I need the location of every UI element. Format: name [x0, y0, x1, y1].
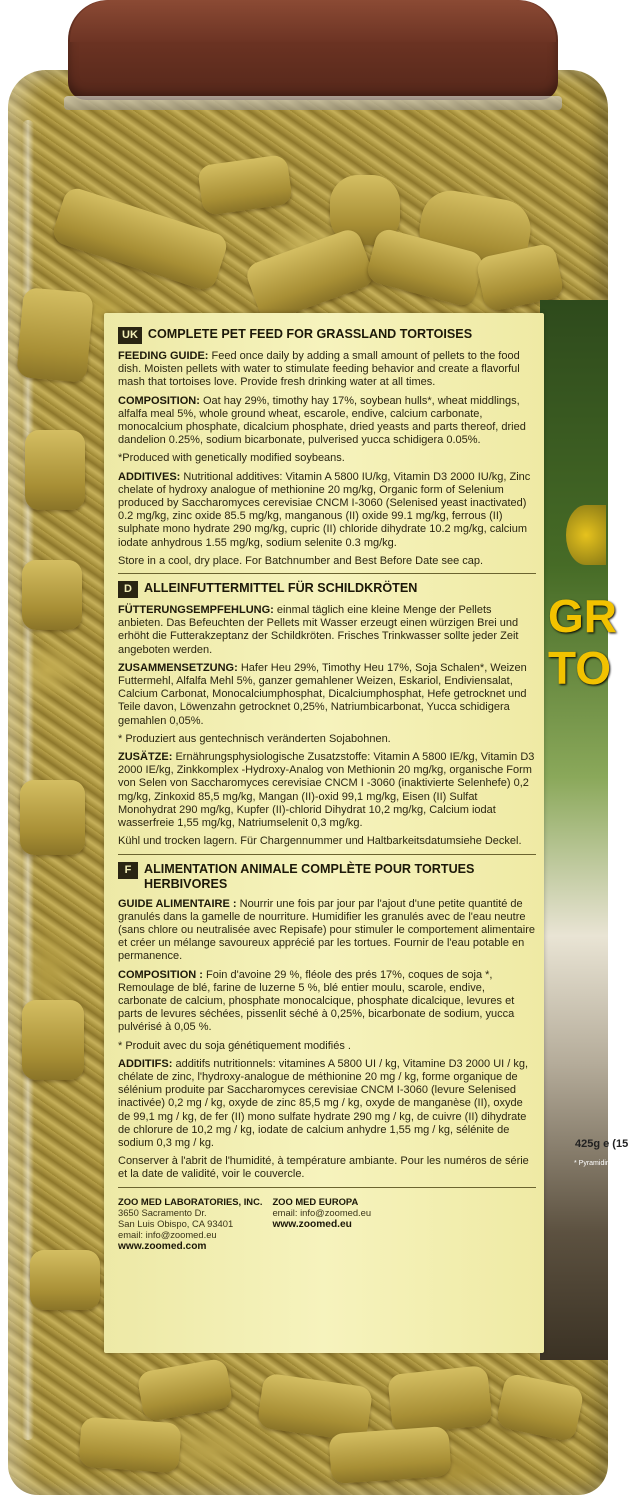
language-flag-uk: UK: [118, 327, 142, 344]
para-label: ZUSAMMENSETZUNG:: [118, 661, 238, 674]
us-address-line1: 3650 Sacramento Dr.: [118, 1206, 207, 1218]
us-website: www.zoomed.com: [118, 1240, 207, 1252]
pellet: [25, 430, 85, 510]
storage-de: Kühl und trocken lagern. Für Chargennummer und Haltbarkeitsdatumsiehe Deckel.: [118, 835, 522, 848]
side-brand-text: GR TO: [548, 590, 617, 694]
pellet: [328, 1426, 451, 1484]
additives-de: [118, 751, 536, 830]
para-text: Oat hay 29%, timothy hay 17%, soybean hulls*, wheat middlings, alfalfa meal 5%, whole ground wheat, escarole, endive, calcium carbonate, monocalcium phosphate, dicalcium phosphate, dried yeasts and parts thereof, dried dandelion 0.25%, sodium bicarbonate, pulverised yucca schidigera 0.05%.: [118, 394, 526, 447]
language-flag-fr: F: [118, 862, 138, 879]
pellet: [22, 560, 82, 630]
net-weight: 425g e (15: [575, 1138, 629, 1150]
para-label: FÜTTERUNGSEMPFEHLUNG:: [118, 604, 274, 617]
us-address-block: [118, 1196, 262, 1252]
language-flag-de: D: [118, 581, 138, 598]
para-text: Feed once daily by adding a small amount of pellets to the food dish. Moisten pellets with water to stimulate feeding behavior and create a flavorful mash that tortoises love. Provide fresh drinking water at all times.: [118, 350, 520, 389]
composition-de: [118, 662, 536, 728]
section-heading-uk: [118, 327, 536, 344]
eu-email: email: info@zoomed.eu: [272, 1206, 372, 1218]
heading-text: ALIMENTATION ANIMALE COMPLÈTE POUR TORTUES HERBIVORES: [144, 861, 475, 891]
eu-website: www.zoomed.eu: [272, 1218, 352, 1230]
para-text: Hafer Heu 29%, Timothy Heu 17%, Soja Schalen*, Weizen Futtermehl, Alfalfa Mehl 5%, ganzer gemahlener Weizen, Eskariol, Endiviensalat, Calcium Carbonat, Monocalciumphosphat, Dicalciumphosphat, Hefe getrocknet und Teile davon, Löwenzahn getrocknet 0,25%, Natriumbicarbonat, Yucca schidigera gemahlen 0,05%.: [118, 661, 527, 727]
feeding-guide-fr: [118, 898, 536, 964]
pellet: [30, 1250, 100, 1310]
divider: [118, 573, 536, 574]
us-company-name: ZOO MED LABORATORIES, INC.: [118, 1195, 263, 1207]
gmo-note-uk: *Produced with genetically modified soybeans.: [118, 452, 345, 465]
pellet: [16, 287, 94, 383]
feeding-guide-uk: [118, 350, 536, 390]
para-text: additifs nutritionnels: vitamines A 5800 UI / kg, Vitamine D3 2000 UI / kg, chélate de zinc, l'hydroxy-analogue de méthionine 20 mg / kg, forme organique de sélénium produite par Saccharomyces cerevisiae CNCM I-3060 (levure Selenised inactivée) 0,2 mg / kg, oxyde de zinc 85,5 mg / kg, oxyde de manganèse (II), oxyde de 99,1 mg / kg, de fer (II) mono sulfate hydrate 290 mg / kg, de cuivre (II) dihydrate de chlorure de 10,2 mg / kg, iodate de calcium anhydre 1,55 mg / kg, sélénite de sodium 0,3 mg / kg.: [118, 1057, 529, 1149]
divider: [118, 854, 536, 855]
pellet: [22, 1000, 84, 1080]
brand-badge-icon: [566, 505, 606, 565]
composition-uk: [118, 395, 536, 448]
us-email: email: info@zoomed.eu: [118, 1228, 217, 1240]
jar-cap-rim: [64, 96, 562, 110]
pellet: [78, 1417, 181, 1474]
para-label: FEEDING GUIDE:: [118, 350, 209, 362]
gmo-note-fr: * Produit avec du soja génétiquement modifiés .: [118, 1039, 351, 1052]
para-text: Ernährungsphysiologische Zusatzstoffe: Vitamin A 5800 IE/kg, Vitamin D3 2000 IE/kg, Zinkkomplex -Hydroxy-Analog von Methionin 20 mg/kg, organische Form von Selen von Saccharomyces cerevisiae CNCM I -3060 (inaktivierte Selenhefe) 0,2 mg/kg, Zinkoxid 85,5 mg/kg, Mangan (II)-oxid 99,1 mg/kg, Eisen (II) Sulfat Monohydrat 290 mg/kg, Kupfer (II)-chlorid Dihydrat 10,2 mg/kg, Calcium iodat wasserfreie 1,55 mg/kg, Natriumselenit 0,3 mg/kg.: [118, 751, 535, 830]
eu-address-block: [272, 1196, 371, 1252]
section-heading-fr: [118, 862, 536, 892]
pellet: [20, 780, 85, 855]
para-label: ZUSÄTZE:: [118, 751, 173, 764]
divider: [118, 1187, 536, 1188]
tortoise-graphic: [540, 300, 608, 1360]
para-label: GUIDE ALIMENTAIRE :: [118, 897, 237, 910]
para-text: Nourrir une fois par jour par l'ajout d'une petite quantité de granulés dans la gamelle de nourriture. Humidifier les granulés avec de l'eau neutre (sans chlore ou neutralisée avec Repisafe) pour stimuler le comportement alimentaire et créer un mélange savoureux apprécié par les tortues. Fournir de l'eau potable en permanence.: [118, 897, 535, 963]
para-label: ADDITIFS:: [118, 1057, 173, 1070]
composition-fr: [118, 969, 536, 1035]
manufacturer-footer: [118, 1196, 536, 1252]
heading-text: ALLEINFUTTERMITTEL FÜR SCHILDKRÖTEN: [144, 581, 418, 596]
eu-company-name: ZOO MED EUROPA: [272, 1195, 359, 1207]
para-label: COMPOSITION:: [118, 394, 200, 407]
side-fineprint: * Pyramiding & NOT: [574, 1160, 637, 1167]
feeding-guide-de: [118, 604, 536, 657]
gmo-note-de: * Produziert aus gentechnisch veränderten Sojabohnen.: [118, 732, 391, 745]
para-text: einmal täglich eine kleine Menge der Pellets anbieten. Das Befeuchten der Pellets mit Wasser erzeugt einen würzigen Brei und erhöht die Futterakzeptanz der Schildkröten. Frisches Trinkwasser sollte jeder Zeit angeboten werden.: [118, 604, 519, 656]
para-label: ADDITIVES:: [118, 470, 181, 483]
para-label: COMPOSITION :: [118, 968, 203, 981]
label-content: [118, 327, 536, 1252]
storage-fr: Conserver à l'abrit de l'humidité, à température ambiante. Pour les numéros de série et la date de validité, voir le couvercle.: [118, 1155, 529, 1181]
additives-fr: [118, 1058, 536, 1150]
storage-uk: Store in a cool, dry place. For Batchnumber and Best Before Date see cap.: [118, 554, 484, 567]
para-text: Foin d'avoine 29 %, fléole des prés 17%, coques de soja *, Remoulage de blé, farine de luzerne 5 %, blé entier moulu, scarole, endive, carbonate de calcium, phosphate monocalcique, phosphate dicalcique, levures et parts de levures séchées, pissenlit séché à 0,25%, bicarbonate de sodium, yucca pulvérisé à 0,05 %.: [118, 968, 515, 1034]
pellet: [387, 1365, 493, 1435]
para-text: Nutritional additives: Vitamin A 5800 IU/kg, Vitamin D3 2000 IU/kg, Zinc chelate of hydroxy analogue of methionine 20 mg/kg, Organic form of Selenium produced by Saccharomyces cerevisiae CNCM I-3060 (Selenised yeast inactivated) 0.2 mg/kg, zinc oxide 85.5 mg/kg, manganous (II) oxide 99.1 mg/kg, ferrous (II) sulphate mono hydrate 290 mg/kg, cupric (II) chloride dihydrate 10.2 mg/kg, calcium iodate anhydrous 1.55 mg/kg, sodium selenite 0.3 mg/kg.: [118, 470, 531, 549]
section-heading-de: [118, 581, 536, 598]
jar-cap-top: [70, 0, 556, 42]
heading-text: COMPLETE PET FEED FOR GRASSLAND TORTOISES: [147, 327, 473, 341]
product-label: [104, 313, 544, 1353]
us-address-line2: San Luis Obispo, CA 93401: [118, 1217, 234, 1229]
additives-uk: [118, 471, 536, 550]
